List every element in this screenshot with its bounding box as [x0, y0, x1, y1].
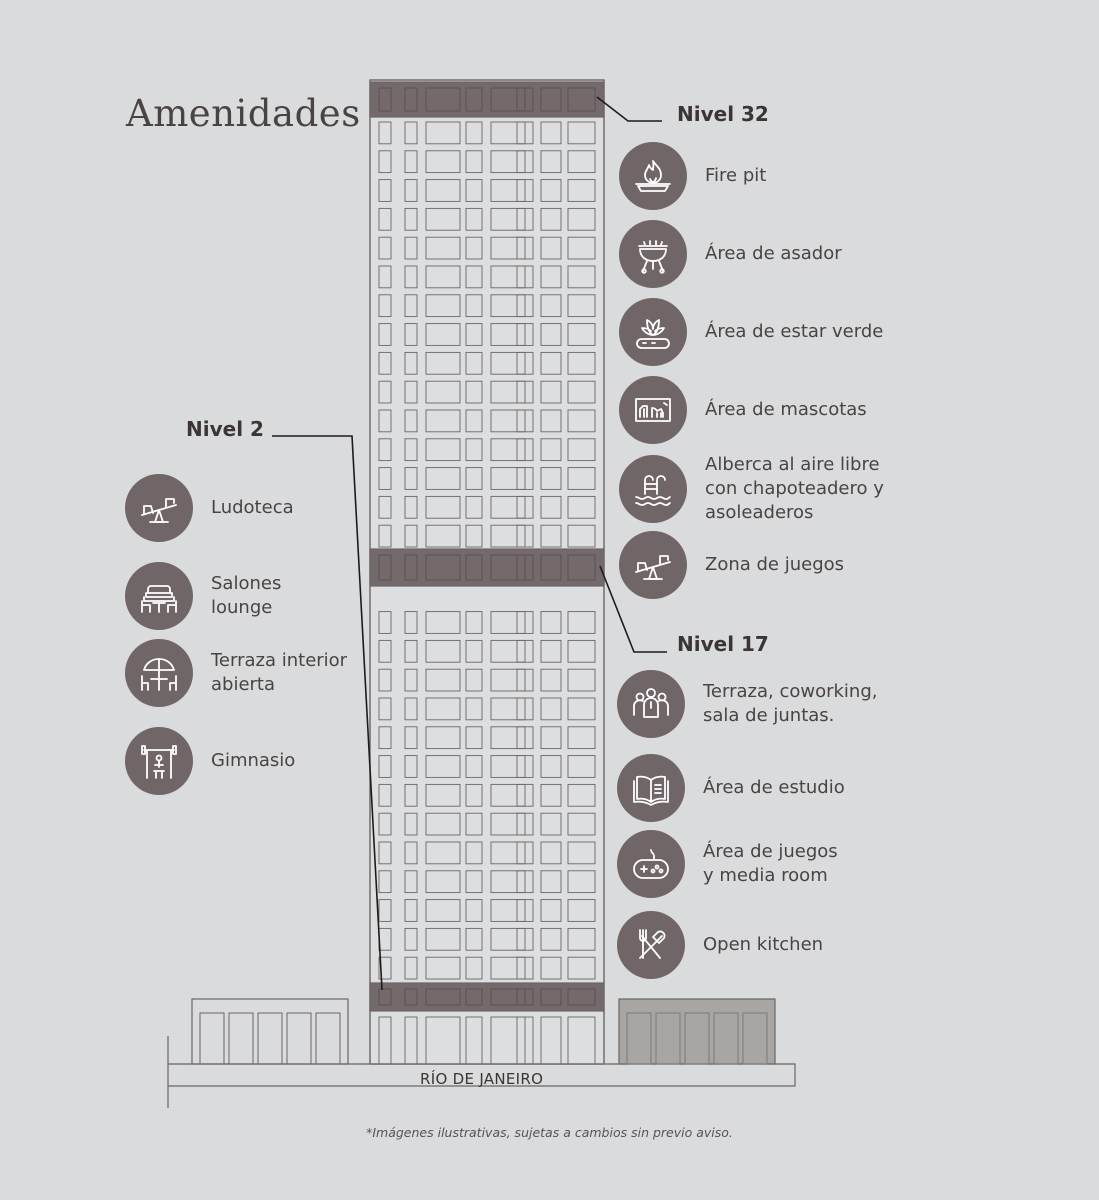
level-17-label: Nivel 17: [677, 632, 769, 656]
amenity-lounge: [125, 562, 281, 630]
umbrella-table-icon: [125, 639, 193, 707]
amenity-label: Área de asador: [705, 243, 842, 264]
amenity-pool: [619, 453, 884, 525]
amenity-label: Zona de juegos: [705, 554, 845, 575]
footnote: *Imágenes ilustrativas, sujetas a cambios sin previo aviso.: [366, 1125, 733, 1140]
amenity-pets: [619, 376, 867, 444]
street-name: RÍO DE JANEIRO: [420, 1070, 544, 1088]
amenity-label: Salones lounge: [211, 573, 282, 618]
amenity-label: Área de juegos y media room: [703, 841, 838, 886]
amenity-media-room: [617, 830, 838, 898]
amenity-label: Fire pit: [705, 165, 767, 186]
book-icon: [617, 754, 685, 822]
seesaw-icon: [125, 474, 193, 542]
left-building-window: [229, 1013, 253, 1064]
level-32-leader: [597, 97, 662, 121]
amenity-label: Open kitchen: [703, 934, 824, 955]
left-building: [192, 999, 348, 1064]
seesaw-icon: [619, 531, 687, 599]
left-building-window: [200, 1013, 224, 1064]
left-building-window: [316, 1013, 340, 1064]
amenity-play-zone: [619, 531, 844, 599]
pet-area-icon: [619, 376, 687, 444]
pool-icon: [619, 455, 687, 523]
fire-pit-icon: [619, 142, 687, 210]
grill-icon: [619, 220, 687, 288]
amenity-label: Gimnasio: [211, 750, 296, 771]
gym-icon: [125, 727, 193, 795]
amenity-fire-pit: [619, 142, 766, 210]
amenity-open-kitchen: [617, 911, 823, 979]
page-title: Amenidades: [126, 92, 361, 135]
amenity-coworking: [617, 670, 877, 738]
amenity-label: Área de estudio: [703, 777, 845, 798]
right-building: [619, 999, 775, 1064]
amenity-label: Área de estar verde: [705, 321, 884, 342]
left-building-window: [287, 1013, 311, 1064]
plant-icon: [619, 298, 687, 366]
amenity-label: Área de mascotas: [705, 399, 867, 420]
amenity-label: Ludoteca: [211, 497, 294, 518]
amenity-interior-terrace: [125, 639, 347, 707]
amenity-gym: [125, 727, 295, 795]
amenity-label: Terraza interior abierta: [211, 650, 348, 695]
level-32-label: Nivel 32: [677, 102, 769, 126]
people-icon: [617, 670, 685, 738]
amenity-label: Alberca al aire libre con chapoteadero y asoleaderos: [705, 454, 884, 523]
kitchen-icon: [617, 911, 685, 979]
amenity-green-area: [619, 298, 883, 366]
level-2-label: Nivel 2: [186, 417, 264, 441]
lounge-icon: [125, 562, 193, 630]
gamepad-icon: [617, 830, 685, 898]
left-building-window: [258, 1013, 282, 1064]
amenity-label: Terraza, coworking, sala de juntas.: [703, 681, 878, 726]
amenity-ludoteca: [125, 474, 294, 542]
amenity-study: [617, 754, 845, 822]
amenity-grill: [619, 220, 842, 288]
